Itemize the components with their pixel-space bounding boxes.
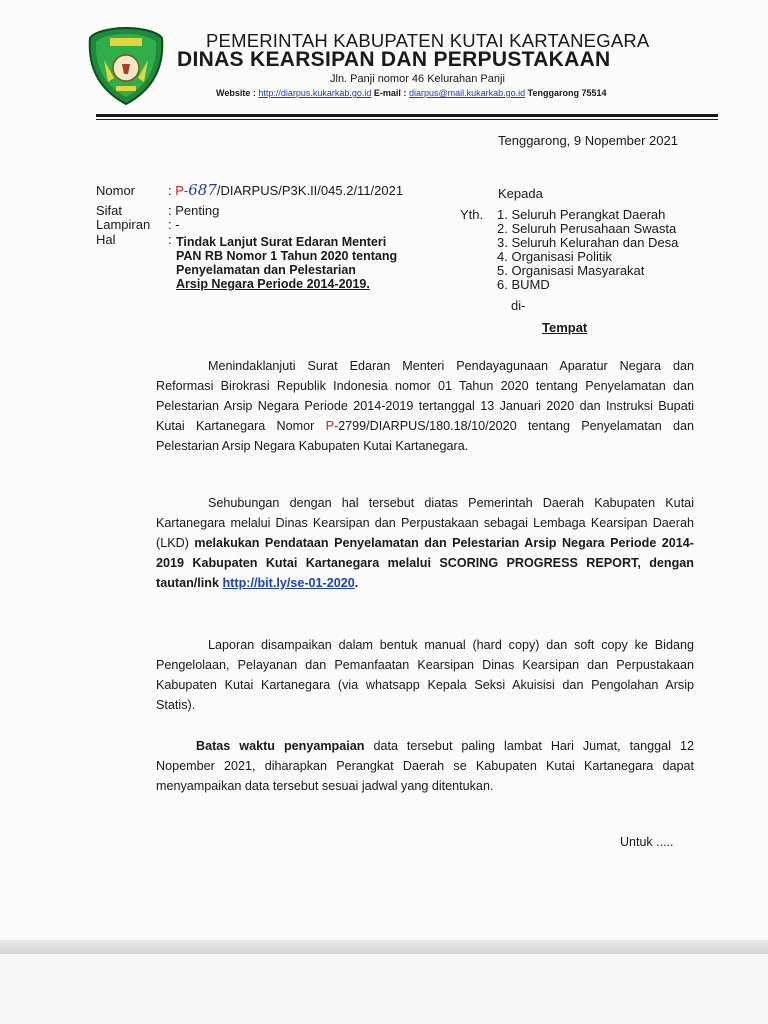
paragraph-1 [156, 356, 694, 456]
letterhead-government: PEMERINTAH KABUPATEN KUTAI KARTANEGARA [206, 30, 650, 51]
sifat-value: : Penting [168, 203, 220, 218]
nomor-label: Nomor [96, 183, 136, 198]
lampiran-label: Lampiran [96, 217, 151, 232]
di-label: di- [511, 298, 526, 313]
letterhead-agency: DINAS KEARSIPAN DAN PERPUSTAKAAN [177, 48, 611, 71]
recipient-item: 4. Organisasi Politik [497, 249, 612, 264]
email-link[interactable]: diarpus@mail.kukarkab.go.id [408, 88, 526, 98]
recipient-item: 1. Seluruh Perangkat Daerah [497, 207, 666, 222]
p1-text-a: Menindaklanjuti Surat Edaran Menteri Pendayagunaan Aparatur Negara dan Reformasi Birokrasi Republik Indonesia nomor 01 Tahun 2020 tentang Penyelamatan dan Pelestarian Arsip Negara Periode 2014-2019 tertanggal 13 Januari 2020 dan Instruksi Bupati Kutai Kartanegara Nomor [156, 359, 694, 433]
yth-label: Yth. [460, 207, 484, 222]
p2-bold: melakukan Pendataan Penyelamatan dan Pelestarian Arsip Negara Periode 2014-2019 Kabupaten Kutai Kartanegara melalui SCORING PROGRESS REPORT, dengan tautan/link [156, 536, 695, 590]
paragraph-2 [156, 493, 694, 593]
p4-text: data tersebut paling lambat Hari Jumat, tanggal 12 Nopember 2021, diharapkan Perangkat Daerah se Kabupaten Kutai Kartanegara dapat menyampaikan data tersebut sesuai jadwal yang ditentukan. [156, 739, 694, 793]
letter-date: Tenggarong, 9 Nopember 2021 [498, 133, 678, 148]
paragraph-3: Laporan disampaikan dalam bentuk manual (hard copy) dan soft copy ke Bidang Pengelolaan, Pelayanan dan Pemanfaatan Kearsipan Dinas Kearsipan dan Perpustakaan Kabupaten Kutai Kartanegara (via whatsapp Kepala Seksi Akuisisi dan Pengolahan Arsip Statis). [156, 638, 694, 712]
hal-line: PAN RB Nomor 1 Tahun 2020 tentang [176, 249, 398, 263]
nomor-colon: : [168, 183, 176, 198]
email-label: E-mail : [371, 88, 409, 98]
hal-subject [176, 235, 397, 291]
recipient-item: 6. BUMD [497, 277, 550, 292]
nomor-row [96, 181, 403, 199]
nomor-value: /DIARPUS/P3K.II/045.2/11/2021 [216, 183, 404, 198]
hal-line: Tindak Lanjut Surat Edaran Menteri [176, 235, 387, 249]
continued-marker: Untuk ..... [620, 835, 674, 849]
recipient-item: 3. Seluruh Kelurahan dan Desa [497, 235, 679, 250]
nomor-handwritten: 687 [188, 181, 217, 199]
hal-line: Arsip Negara Periode 2014-2019. [176, 277, 370, 291]
p1-text-b: 2799/DIARPUS/180.18/10/2020 tentang Penyelamatan dan Pelestarian Arsip Negara Kabupaten Kutai Kartanegara. [156, 419, 694, 453]
regency-emblem-icon [84, 24, 168, 108]
sifat-row [96, 203, 219, 218]
website-label: Website : [216, 88, 259, 98]
tempat-label: Tempat [542, 320, 588, 335]
p2-end: . [354, 576, 359, 590]
lampiran-row [96, 217, 180, 232]
recipient-item: 5. Organisasi Masyarakat [497, 263, 645, 278]
p4-bold: Batas waktu penyampaian [196, 739, 365, 753]
p1-red: P- [325, 419, 339, 433]
hal-row [96, 232, 172, 247]
hal-colon: : [168, 232, 172, 247]
sifat-label: Sifat [96, 203, 123, 218]
city-postal: Tenggarong 75514 [525, 88, 607, 98]
lampiran-value: : - [168, 217, 180, 232]
letterhead-address: Jln. Panji nomor 46 Kelurahan Panji [330, 73, 505, 85]
paragraph-4 [156, 736, 694, 796]
letterhead-contact [216, 88, 607, 98]
hal-label: Hal [96, 232, 116, 247]
scoring-report-link[interactable]: http://bit.ly/se-01-2020 [222, 576, 355, 590]
page-edge [0, 940, 768, 954]
hal-line: Penyelamatan dan Pelestarian [176, 263, 356, 277]
website-link[interactable]: http://diarpus.kukarkab.go.id [258, 88, 372, 98]
p2-text-a: Sehubungan dengan hal tersebut diatas Pemerintah Daerah Kabupaten Kutai Kartanegara melalui Dinas Kearsipan dan Perpustakaan sebagai Lembaga Kearsipan Daerah (LKD) [156, 496, 694, 550]
kepada-label: Kepada [498, 186, 543, 201]
letterhead-rule [96, 114, 718, 117]
nomor-red-prefix: P- [175, 183, 189, 198]
recipient-item: 2. Seluruh Perusahaan Swasta [497, 221, 677, 236]
letterhead-rule-thin [96, 119, 718, 120]
